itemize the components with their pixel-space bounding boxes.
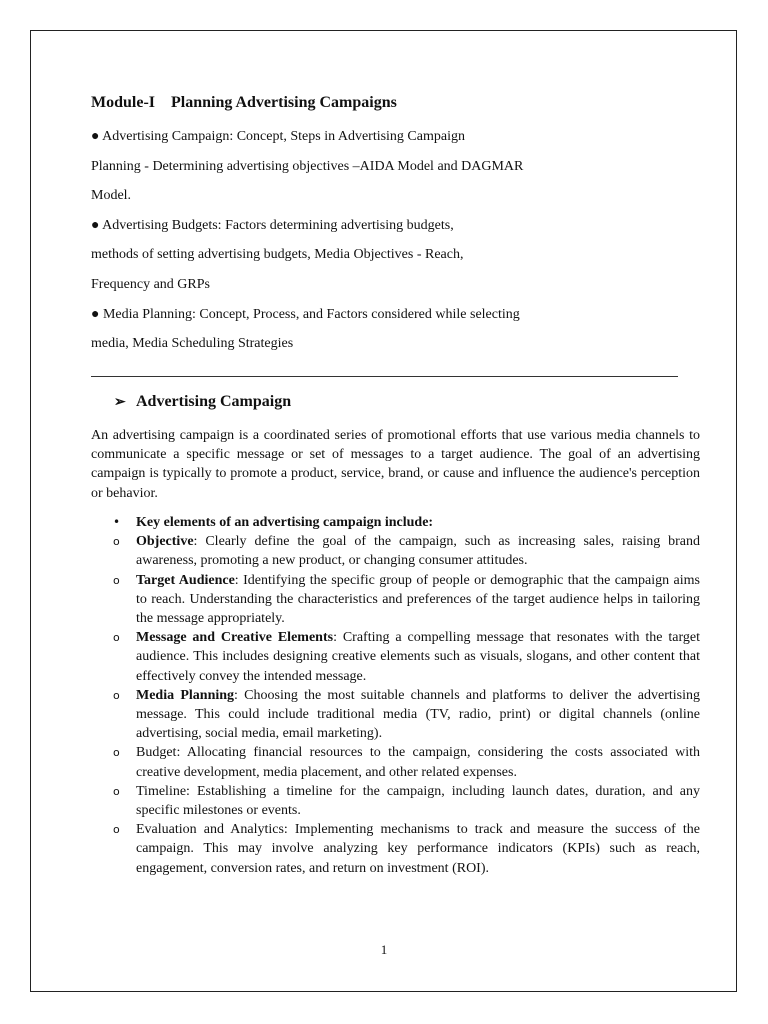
syllabus-line: Model. [91, 188, 132, 204]
list-item-text: : Crafting a compelling message that resonates with the target audience. This includes designing creative elements such as visuals, slogans, and other content that effectively convey the intended message. [136, 630, 700, 684]
bullet-circle-icon: o [113, 688, 120, 702]
bullet-circle-icon: o [113, 535, 120, 549]
syllabus-line: media, Media Scheduling Strategies [91, 336, 294, 352]
syllabus-line: methods of setting advertising budgets, Media Objectives - Reach, [91, 247, 464, 263]
list-item [91, 782, 700, 820]
bullet-circle-icon: o [113, 573, 120, 587]
list-item [91, 743, 700, 781]
intro-paragraph: An advertising campaign is a coordinated series of promotional efforts that use various media channels to communicate a specific message or set of messages to a target audience. The goal of an advertising campaign is typically to promote a product, service, brand, or cause and influence the audience's perception or behavior. [91, 428, 700, 501]
bullet-circle-icon: o [113, 631, 120, 645]
list-item-text: : Identifying the specific group of people or demographic that the campaign aims to reach. Understanding the characteristics and preferences of the target audience helps in tailoring the message appropriately. [136, 572, 700, 627]
page-number: 1 [380, 942, 388, 957]
list-item-text: : Clearly define the goal of the campaign, such as increasing sales, raising brand awareness, promoting a new product, or changing consumer attitudes. [136, 534, 700, 569]
list-item-term: Media Planning [136, 687, 235, 703]
section-heading [114, 393, 291, 411]
syllabus-line: Frequency and GRPs [91, 276, 210, 292]
list-item-text: Evaluation and Analytics: Implementing mechanisms to track and measure the success of the campaign. This may involve analyzing key performance indicators (KPIs) such as reach, engagement, conversion rates, and return on investment (ROI). [136, 822, 700, 876]
bullet-circle-icon: o [113, 746, 120, 760]
arrow-bullet-icon: ➢ [114, 394, 126, 410]
list-item-term: Objective [136, 534, 194, 550]
bullet-circle-icon: o [113, 823, 120, 837]
syllabus-line: ● Advertising Budgets: Factors determining advertising budgets, [91, 217, 454, 233]
bullet-disc-icon: • [113, 515, 121, 529]
list-item-text: Timeline: Establishing a timeline for the campaign, including launch dates, duration, and any specific milestones or events. [136, 783, 700, 819]
list-item [91, 686, 700, 744]
module-title: Module-I Planning Advertising Campaigns [91, 94, 397, 111]
key-elements-list [91, 513, 700, 878]
list-item-term: Message and Creative Elements [136, 630, 334, 646]
list-item-text: : Choosing the most suitable channels and platforms to deliver the advertising message. This could include traditional media (TV, radio, print) or digital channels (online advertising, social media, email marketing). [136, 687, 700, 742]
list-item [91, 571, 700, 629]
list-item-term: Target Audience [136, 572, 235, 588]
list-lead-text: Key elements of an advertising campaign include: [136, 515, 434, 530]
syllabus-line: ● Advertising Campaign: Concept, Steps in Advertising Campaign [91, 129, 465, 144]
bullet-circle-icon: o [113, 784, 120, 798]
list-lead-item [91, 513, 700, 532]
list-item-text: Budget: Allocating financial resources to the campaign, considering the costs associated with creative development, media placement, and other related expenses. [136, 745, 700, 780]
syllabus-line: Planning - Determining advertising objectives –AIDA Model and DAGMAR [91, 158, 524, 174]
list-item [91, 628, 700, 686]
syllabus-line: ● Media Planning: Concept, Process, and Factors considered while selecting [91, 306, 520, 322]
list-item [91, 820, 700, 878]
syllabus-block [91, 92, 691, 359]
section-heading-text: Advertising Campaign [136, 393, 292, 410]
horizontal-divider [91, 376, 678, 377]
list-item [91, 532, 700, 570]
